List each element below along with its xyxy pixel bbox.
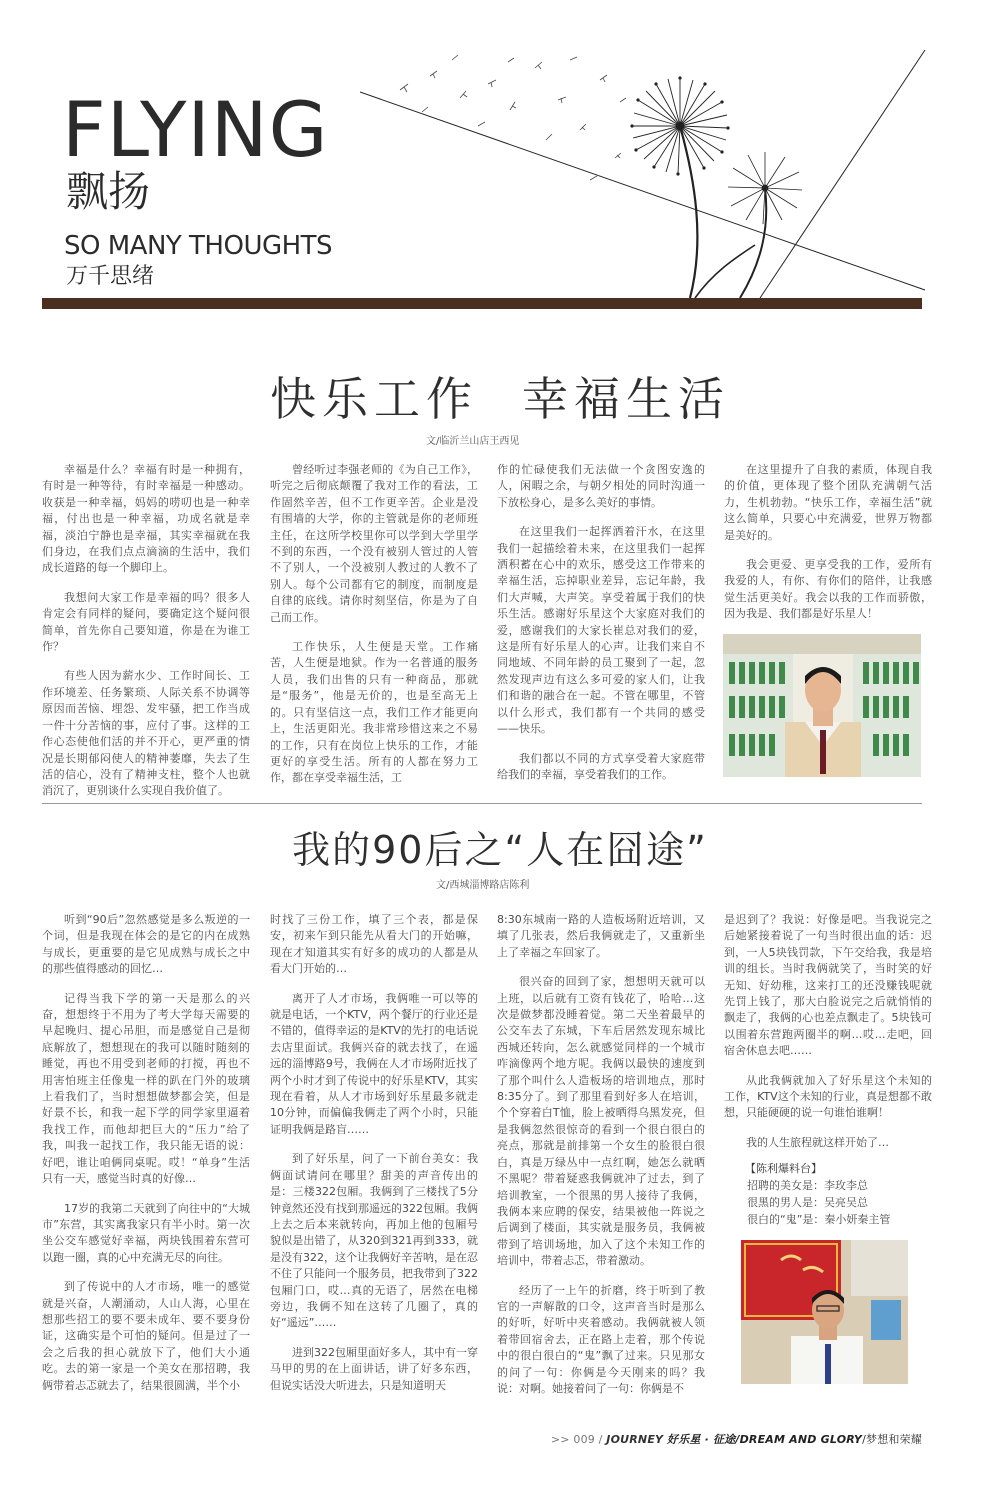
gossip-row: 很黑的男人是：吴亮吴总 [747,1196,868,1209]
article1-column-1 [42,462,250,813]
paragraph: 我想问大家工作是幸福的吗？很多人肯定会有同样的疑问，要确定这个疑问很简单，首先你自己要知道，你是在为谁工作？ [42,590,250,654]
paragraph: 在这里提升了自我的素质，体现自我的价值，更体现了整个团队充满朝气活力，生机勃勃。“快乐工作，幸福生活”就这么简单，只要心中充满爱，世界万物都是美好的。 [724,463,932,542]
paragraph: 我们都以不同的方式享受着大家庭带给我们的幸福，享受着我们的工作。 [497,751,705,781]
page-subtitle-cn: 万千思绪 [66,264,155,289]
paragraph: 工作快乐，人生便是天堂。工作痛苦，人生便是地狱。作为一名普通的服务人员，我们出售的只有一种商品，那就是“服务”，他是无价的，也是至高无上的。只有坚信这一点，我们工作才能更向上，生活更阳光。我非常珍惜这来之不易的工作，只有在岗位上快乐的工作，才能更好的享受生活。所有的人都在努力工作，都在享受幸福生活，工 [270,640,478,785]
paragraph: 到了好乐星，问了一下前台美女：我俩面试请问在哪里？甜美的声音传出的是：三楼322包厢。我俩到了三楼找了5分钟竟然还没有找到那遥远的322包厢。我俩上去之后本来就转向，再加上他的包厢号貌似是出错了，从320到321再到333，就是没有322，这个让我俩好辛苦呐，是在忍不住了只能问一个服务员，把我带到了322包厢门口，哎…真的无语了，居然在电梯旁边，我俩不知在这转了几圈了，真的好“遥远”…… [270,1152,478,1330]
footer-tail: /梦想和荣耀 [862,1433,922,1446]
footer-journey: JOURNEY [606,1433,664,1446]
article2-column-3 [497,912,705,1410]
article2-byline: 文/西城淄博路店陈利 [436,880,530,891]
paragraph: 听到“90后”忽然感觉是多么叛逆的一个词，但是我现在体会的是它的内在成熟与成长，更重要的是它见成熟与成长之中的那些值得感动的回忆… [42,913,250,976]
paragraph: 有些人因为薪水少、工作时间长、工作环境差、任务繁琐、人际关系不协调等原因而苦恼、埋怨、发牢骚，把工作当成一件十分苦恼的事，应付了事。这样的工作心态使他们活的并不开心，更严重的情况是长期郁闷使人的精神萎靡，失去了生活的信心，没有了精神支柱，整个人也就消沉了，更别谈什么实现自我价值了。 [42,669,250,798]
paragraph: 曾经听过李强老师的《为自己工作》，听完之后彻底颠覆了我对工作的看法，工作固然辛苦，但不工作更辛苦。企业是没有围墙的大学，你的主管就是你的老师班主任，在这所学校里你可以学到大学里学不到的东西，一个没有被别人管过的人管不了别人，一个没被别人教过的人教不了别人。每个公司都有它的制度，而制度是自律的底线。请你时刻坚信，你是为了自己而工作。 [270,463,478,624]
paragraph: 进到322包厢里面好多人，其中有一穿马甲的男的在上面讲话，讲了好多东西，但说实话没大听进去，只是知道明天 [270,1345,478,1392]
page-subtitle-en: SO MANY THOUGHTS [64,231,333,261]
article1-column-4 [724,462,932,636]
article2-headline: 我的90后之“人在囧途” [292,828,708,872]
paragraph: 记得当我下学的第一天是那么的兴奋，想想终于不用为了考大学每天需要的早起晚归、提心吊胆，而是感觉自己是彻底解放了，想想现在的我可以随时随刻的睡觉，再也不用受到老师的打搅，再也不用害怕班主任像鬼一样的趴在门外的玻璃上看我们了，当时想想做梦都会笑，但是好景不长，和我一起下学的同学家里逼着我找工作，而他却把巨大的“压力”给了我，叫我一起找工作，我只能无语的说：好吧，谁让咱俩同桌呢。哎！“单身”生活只有一天，感觉当时真的好像… [42,991,250,1186]
gossip-box [745,1160,890,1228]
paragraph: 从此我俩就加入了好乐星这个未知的工作，KTV这个未知的行业，真是想都不敢想，只能硬硬的说一句谁怕谁啊！ [724,1073,932,1120]
page-title-cn: 飘扬 [66,167,151,216]
paragraph: 时找了三份工作，填了三个表，都是保安，初来乍到只能先从看大门的开始嘛，现在才知道其实有好多的成功的人都是从看大门开始的… [270,913,478,976]
paragraph: 幸福是什么？幸福有时是一种拥有，有时是一种等待，有时幸福是一种感动。收获是一种幸福，妈妈的唠叨也是一种幸福，付出也是一种幸福，功成名就是幸福，淡泊宁静也是幸福，其实幸福就在我们身边，在我们点点滴滴的生活中，我们成长道路的每一个脚印上。 [42,463,250,575]
paragraph: 很兴奋的回到了家，想想明天就可以上班，以后就有工资有钱花了，哈哈…这次是做梦都没睡着觉。第二天坐着最早的公交车去了东城，下车后居然发现东城比西城还转向，怎么就感觉同样的一个城市咋滴像两个地方呢。我俩以最快的速度到了那个叫什么人造板场的培训地点，那时8:35分了。到了那里看到好多人在培训，个个穿着白T恤，脸上被晒得乌黑发亮，但是我俩忽然很惊奇的看到一个很白很白的亮点，那就是前排第一个女生的脸很白很白，真是万绿丛中一点红啊，她怎么就晒不黑呢？带着疑惑我俩就冲了过去，到了培训教室，一个很黑的男人接待了我俩，我俩本来应聘的保安，结果被他一阵说之后调到了楼面，其实就是服务员，我俩被带到了培训场地，加入了这个未知工作的培训中，带着忐忑，带着激动。 [497,975,705,1268]
page-title-en: FLYING [62,85,329,174]
paragraph: 我会更爱、更享受我的工作，爱所有我爱的人，有你、有你们的陪伴，让我感觉生活更美好。我会以我的工作而骄傲，因为我是、我们都是好乐星人！ [724,558,932,621]
paragraph: 8:30东城南一路的人造板场附近培训，又填了几张表，然后我俩就走了，又重新坐上了幸福之车回家了。 [497,913,705,959]
footer-brand: 好乐星 · 征途/ [666,1433,740,1446]
paragraph: 是迟到了？我说：好像是吧。当我说完之后她紧接着说了一句当时很出血的话：迟到，一人5块钱罚款，下午交给我，我是培训的组长。当时我俩就笑了，当时笑的好无知、好幼稚，这来打工的还没赚钱呢就先罚上钱了，那大白脸说完之后就悄悄的飘走了，我俩的心也差点飘走了。5块钱可以围着东营跑两圈半的啊…哎…走吧，回宿舍休息去吧…… [724,913,932,1058]
gossip-box-heading: 【陈利爆料台】 [745,1162,822,1175]
author-photo-2 [741,1240,908,1384]
footer-dream: DREAM AND GLORY [739,1433,863,1446]
page-number: >> 009 / [550,1433,603,1446]
article1-column-2 [270,462,478,800]
paragraph: 到了传说中的人才市场，唯一的感觉就是兴奋，人潮涌动，人山人海，心里在想那些招工的要不要未成年、要不要身份证，这确实是个可怕的疑问。但是过了一会之后我的担心就放下了，他们大小通吃。去的第一家是一个美女在那招聘，我俩带着忐忑就去了，结果很圆满，半个小 [42,1280,250,1392]
paragraph: 我的人生旅程就这样开始了… [746,1135,889,1149]
paragraph: 经历了一上午的折磨，终于听到了教官的一声解散的口令，这声音当时是那么的好听，好听中夹着感动。我俩就被人领着带回宿舍去，正在路上走着，那个传说中的很白很白的“鬼”飘了过来。只见那女的问了一句：你俩是今天刚来的吗？我说：对啊。她接着问了一句：你俩是不 [497,1283,705,1395]
article2-column-1 [42,912,250,1407]
article1-headline [0,372,1000,426]
article1-title-right: 幸福生活 [522,372,730,426]
article1-byline: 文/临沂兰山店王西见 [426,436,520,447]
article1-column-3 [497,462,705,796]
author-photo-1 [723,634,921,777]
gossip-row: 招聘的美女是：李玫李总 [747,1179,868,1192]
article1-title-left: 快乐工作 [270,372,478,426]
paragraph: 作的忙碌使我们无法做一个贪图安逸的人，闲暇之余，与朝夕相处的同时沟通一下放松身心，是多么美好的事情。 [497,463,705,509]
dandelion-illustration [360,40,940,302]
paragraph: 离开了人才市场，我俩唯一可以等的就是电话，一个KTV，两个餐厅的行业还是不错的，值得幸运的是KTV的先打的电话说去店里面试。我俩兴奋的就去找了，在遥远的淄博路9号，我俩在人才市场附近找了两个小时才到了传说中的好乐星KTV，其实现在看着，从人才市场到好乐星最多就走10分钟，而偏偏我俩走了两个小时，只能证明我俩是路盲…… [270,991,478,1136]
page-footer [551,1431,922,1447]
paragraph: 17岁的我第二天就到了向往中的“大城市”东营，其实离我家只有半小时。第一次坐公交车感觉好幸福，两块钱围着东营可以跑一圈，真的心中充满无尽的向往。 [42,1201,250,1264]
gossip-row: 很白的“鬼”是：秦小妍秦主管 [747,1213,891,1226]
paragraph: 在这里我们一起挥洒着汗水，在这里我们一起描绘着未来，在这里我们一起挥洒积蓄在心中的欢乐，感受这工作带来的幸福生活，忘掉职业差异，忘记年龄，我们大声喊，大声笑。享受着属于我们的快乐生活。感谢好乐星这个大家庭对我们的爱，感谢我们的大家长崔总对我们的爱，这是所有好乐星人的心声。让我们来自不同地域、不同年龄的员工聚到了一起，忽然发现声边有这么多可爱的家人们，让我们和谐的融合在一起。不管在哪里，不管以什么形式，我们都有一个共同的感受——快乐。 [497,525,705,736]
article2-column-4 [724,912,932,1164]
article-divider [42,803,922,804]
header-rule [42,298,922,309]
article2-column-2 [270,912,478,1407]
